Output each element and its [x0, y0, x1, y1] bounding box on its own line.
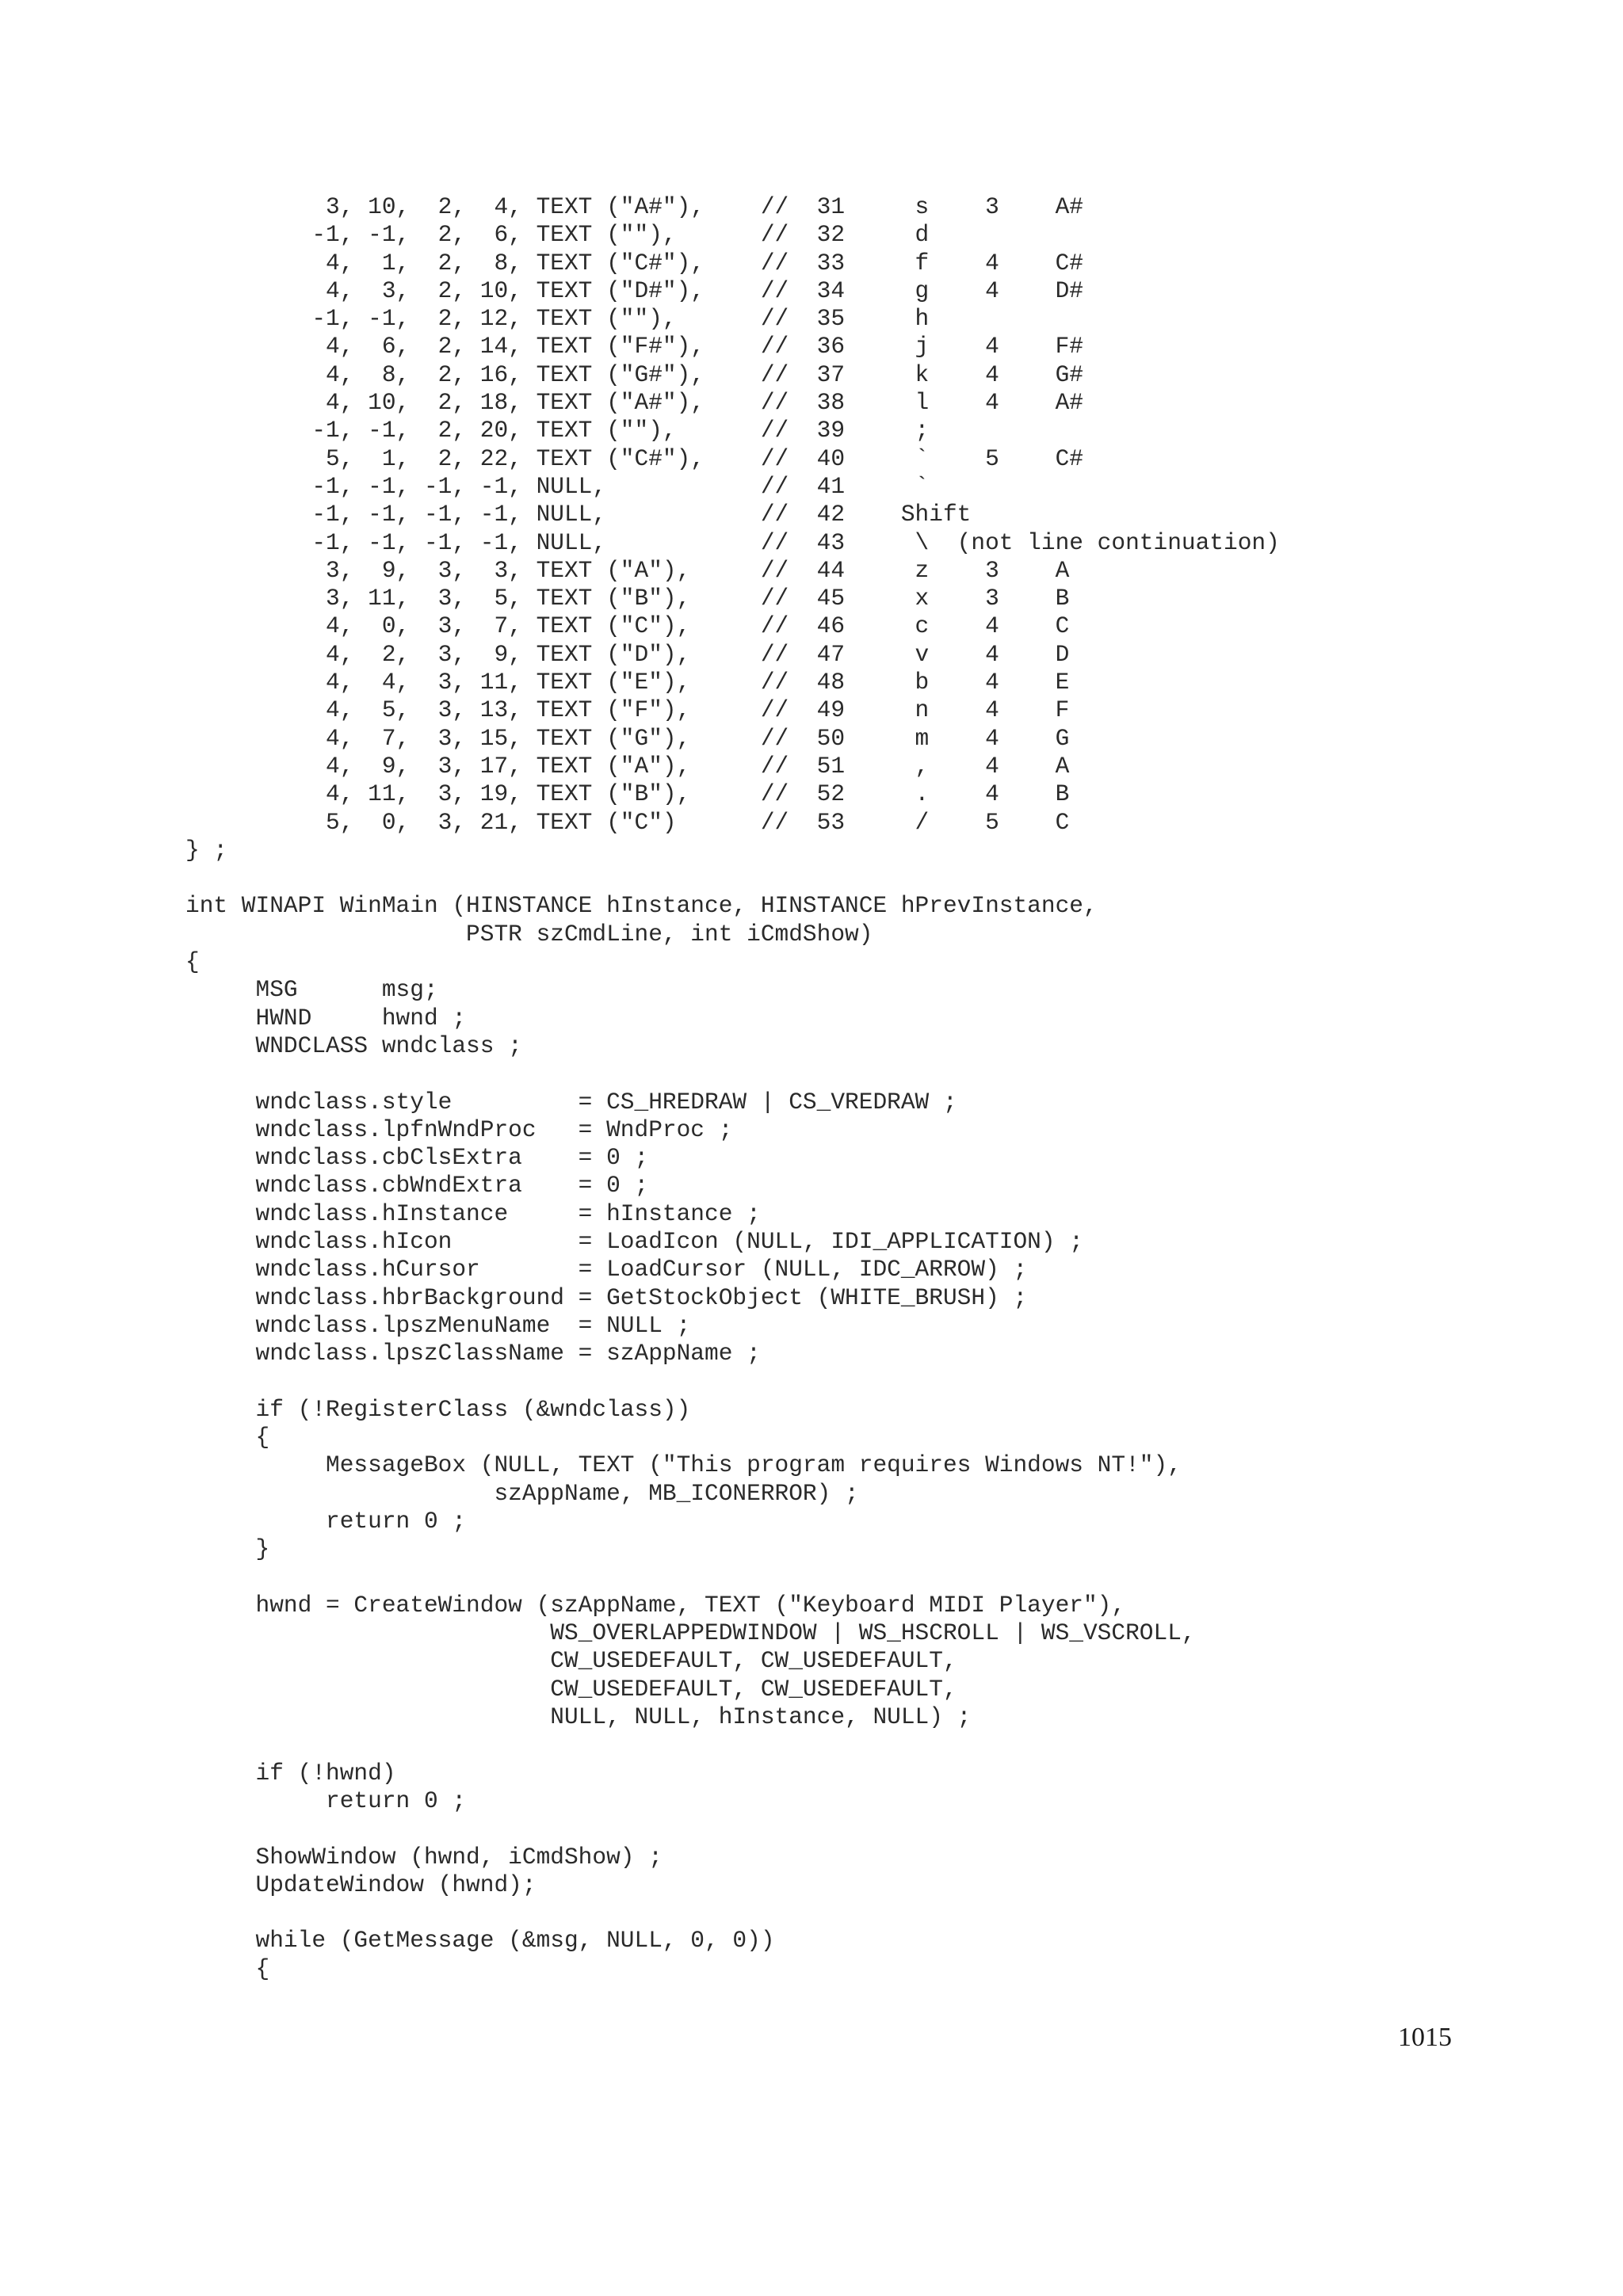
- code-line: [185, 1367, 1280, 1395]
- code-line: wndclass.hCursor = LoadCursor (NULL, IDC_ARROW) ;: [185, 1256, 1028, 1283]
- code-line: 4, 7, 3, 15, TEXT ("G"), // 50 m 4 G: [185, 724, 1070, 752]
- code-line: {: [185, 1424, 270, 1451]
- code-line: 4, 2, 3, 9, TEXT ("D"), // 47 v 4 D: [185, 640, 1070, 668]
- code-line: [185, 1731, 1280, 1759]
- code-line: hwnd = CreateWindow (szAppName, TEXT ("Keyboard MIDI Player"),: [185, 1591, 1126, 1619]
- code-line: wndclass.cbClsExtra = 0 ;: [185, 1144, 649, 1172]
- code-line: wndclass.lpszMenuName = NULL ;: [185, 1311, 691, 1339]
- code-line: CW_USEDEFAULT, CW_USEDEFAULT,: [185, 1647, 957, 1675]
- code-line: 3, 10, 2, 4, TEXT ("A#"), // 31 s 3 A#: [185, 193, 1083, 220]
- code-line: 3, 11, 3, 5, TEXT ("B"), // 45 x 3 B: [185, 585, 1070, 612]
- code-line: [185, 1899, 1280, 1927]
- page-number: 1015: [1398, 2023, 1452, 2052]
- code-line: wndclass.cbWndExtra = 0 ;: [185, 1172, 649, 1199]
- code-line: 4, 5, 3, 13, TEXT ("F"), // 49 n 4 F: [185, 696, 1070, 724]
- code-line: WNDCLASS wndclass ;: [185, 1032, 522, 1059]
- code-line: {: [185, 1955, 270, 1982]
- code-line: if (!RegisterClass (&wndclass)): [185, 1395, 691, 1423]
- code-line: 4, 3, 2, 10, TEXT ("D#"), // 34 g 4 D#: [185, 277, 1083, 304]
- code-line: HWND hwnd ;: [185, 1004, 467, 1032]
- code-line: while (GetMessage (&msg, NULL, 0, 0)): [185, 1927, 775, 1955]
- code-line: -1, -1, 2, 20, TEXT (""), // 39 ;: [185, 417, 930, 444]
- code-line: }: [185, 1535, 270, 1563]
- code-line: 5, 0, 3, 21, TEXT ("C") // 53 / 5 C: [185, 808, 1070, 836]
- code-line: wndclass.style = CS_HREDRAW | CS_VREDRAW ;: [185, 1088, 957, 1116]
- code-line: [185, 1060, 1280, 1088]
- code-line: PSTR szCmdLine, int iCmdShow): [185, 920, 873, 948]
- code-line: -1, -1, -1, -1, NULL, // 41 `: [185, 472, 930, 500]
- code-line: 4, 9, 3, 17, TEXT ("A"), // 51 , 4 A: [185, 752, 1070, 780]
- code-line: wndclass.lpszClassName = szAppName ;: [185, 1340, 761, 1367]
- code-line: 4, 1, 2, 8, TEXT ("C#"), // 33 f 4 C#: [185, 249, 1083, 277]
- code-line: CW_USEDEFAULT, CW_USEDEFAULT,: [185, 1675, 957, 1703]
- code-line: wndclass.hInstance = hInstance ;: [185, 1199, 761, 1227]
- code-line: 4, 10, 2, 18, TEXT ("A#"), // 38 l 4 A#: [185, 389, 1083, 417]
- code-line: -1, -1, 2, 6, TEXT (""), // 32 d: [185, 221, 930, 249]
- code-line: WS_OVERLAPPEDWINDOW | WS_HSCROLL | WS_VSCROLL,: [185, 1619, 1196, 1647]
- code-line: if (!hwnd): [185, 1759, 396, 1787]
- code-line: [185, 1815, 1280, 1843]
- code-line: MSG msg;: [185, 976, 438, 1004]
- code-line: -1, -1, 2, 12, TEXT (""), // 35 h: [185, 305, 930, 333]
- code-line: szAppName, MB_ICONERROR) ;: [185, 1479, 859, 1507]
- code-line: 3, 9, 3, 3, TEXT ("A"), // 44 z 3 A: [185, 556, 1070, 584]
- code-line: UpdateWindow (hwnd);: [185, 1871, 537, 1898]
- code-line: return 0 ;: [185, 1507, 467, 1535]
- code-line: [185, 864, 1280, 892]
- code-line: return 0 ;: [185, 1787, 467, 1814]
- code-line: wndclass.hIcon = LoadIcon (NULL, IDI_APPLICATION) ;: [185, 1227, 1083, 1255]
- code-listing: [185, 193, 1280, 1983]
- code-line: 4, 11, 3, 19, TEXT ("B"), // 52 . 4 B: [185, 780, 1070, 808]
- code-line: wndclass.hbrBackground = GetStockObject (WHITE_BRUSH) ;: [185, 1283, 1028, 1311]
- code-line: 4, 8, 2, 16, TEXT ("G#"), // 37 k 4 G#: [185, 360, 1083, 388]
- code-line: NULL, NULL, hInstance, NULL) ;: [185, 1703, 972, 1731]
- code-line: ShowWindow (hwnd, iCmdShow) ;: [185, 1843, 663, 1871]
- code-line: -1, -1, -1, -1, NULL, // 43 \ (not line continuation): [185, 528, 1280, 556]
- code-line: 5, 1, 2, 22, TEXT ("C#"), // 40 ` 5 C#: [185, 444, 1083, 472]
- code-line: [185, 1564, 1280, 1592]
- code-line: wndclass.lpfnWndProc = WndProc ;: [185, 1116, 733, 1143]
- code-line: int WINAPI WinMain (HINSTANCE hInstance, HINSTANCE hPrevInstance,: [185, 892, 1098, 920]
- code-line: 4, 0, 3, 7, TEXT ("C"), // 46 c 4 C: [185, 612, 1070, 640]
- code-line: MessageBox (NULL, TEXT ("This program requires Windows NT!"),: [185, 1451, 1182, 1479]
- code-line: } ;: [185, 836, 228, 864]
- code-line: -1, -1, -1, -1, NULL, // 42 Shift: [185, 501, 972, 528]
- code-line: 4, 6, 2, 14, TEXT ("F#"), // 36 j 4 F#: [185, 333, 1083, 360]
- code-line: {: [185, 948, 200, 976]
- code-line: 4, 4, 3, 11, TEXT ("E"), // 48 b 4 E: [185, 669, 1070, 696]
